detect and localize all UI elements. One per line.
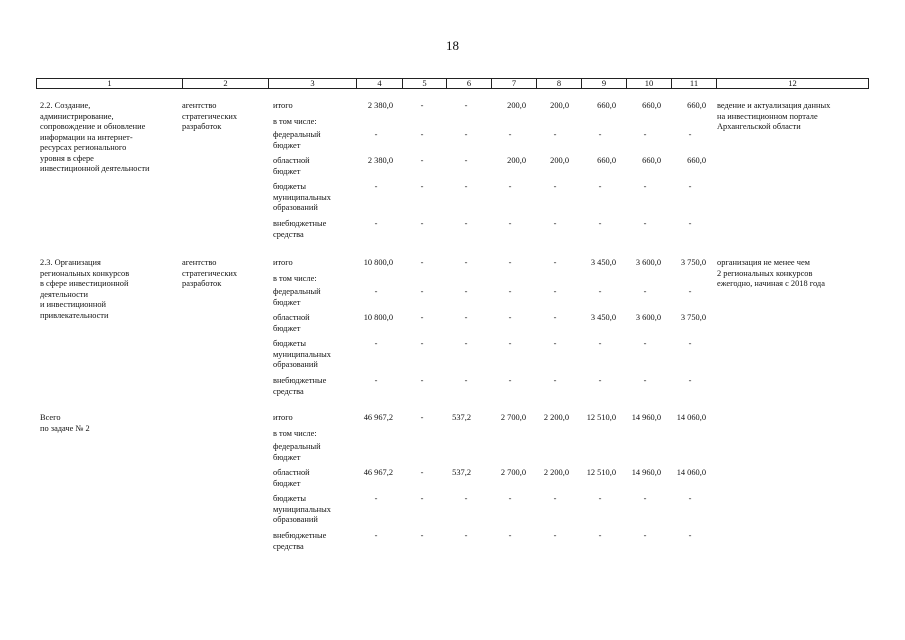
cell-value: - xyxy=(420,287,424,296)
cell-value: 14 960,0 xyxy=(631,413,661,422)
funding-source-line: бюджет xyxy=(273,297,301,307)
cell-value: - xyxy=(508,339,512,348)
cell-value: - xyxy=(643,219,647,228)
cell-value: - xyxy=(508,376,512,385)
funding-source-line: бюджет xyxy=(273,140,301,150)
cell-value: 660,0 xyxy=(687,101,706,110)
funding-source-line: внебюджетные xyxy=(273,219,327,228)
cell-value: - xyxy=(598,287,602,296)
cell-value: - xyxy=(420,182,424,191)
funding-source-line: федеральный xyxy=(273,130,321,139)
funding-source-line: областной xyxy=(273,313,310,322)
funding-source-line: образований xyxy=(273,203,318,212)
cell-value: - xyxy=(374,182,378,191)
column-header: 9 xyxy=(582,79,627,89)
cell-value: - xyxy=(553,130,557,139)
cell-value: - xyxy=(420,130,424,139)
cell-value: 660,0 xyxy=(597,101,616,110)
cell-value: - xyxy=(464,339,468,348)
cell-value: - xyxy=(643,130,647,139)
measure-name-line: ресурсах регионального xyxy=(40,143,127,152)
column-header: 2 xyxy=(183,79,269,89)
cell-value: - xyxy=(464,101,468,110)
cell-value: - xyxy=(420,339,424,348)
cell-value: 537,2 xyxy=(452,413,471,422)
funding-source-line: бюджеты xyxy=(273,182,307,191)
cell-value: - xyxy=(643,287,647,296)
cell-value: - xyxy=(420,101,424,110)
measure-name-line: сопровождение и обновление xyxy=(40,122,146,131)
cell-value: - xyxy=(598,130,602,139)
cell-value: 3 450,0 xyxy=(590,258,616,267)
cell-value: - xyxy=(464,313,468,322)
expected-result-line: ежегодно, начиная с 2018 года xyxy=(717,279,825,288)
column-header-row xyxy=(36,78,869,89)
funding-source-line: образований xyxy=(273,360,318,369)
column-header: 12 xyxy=(717,79,869,89)
cell-value: - xyxy=(508,182,512,191)
cell-value: 660,0 xyxy=(642,156,661,165)
cell-value: - xyxy=(508,258,512,267)
cell-value: - xyxy=(374,376,378,385)
cell-value: - xyxy=(553,376,557,385)
expected-result-line: на инвестиционном портале xyxy=(717,111,818,121)
measure-name-line: 2.2. Создание, xyxy=(40,101,91,110)
cell-value: 10 800,0 xyxy=(363,313,393,322)
measure-name-line: региональных конкурсов xyxy=(40,268,130,278)
cell-value: - xyxy=(643,376,647,385)
funding-source-line: средства xyxy=(273,229,304,239)
cell-value: 200,0 xyxy=(507,156,526,165)
cell-value: 2 380,0 xyxy=(367,101,393,110)
cell-value: 3 750,0 xyxy=(680,313,706,322)
cell-value: 46 967,2 xyxy=(363,413,393,422)
funding-source-line: муниципальных xyxy=(273,504,331,514)
cell-value: - xyxy=(643,339,647,348)
cell-value: 200,0 xyxy=(507,101,526,110)
funding-source-line: внебюджетные xyxy=(273,531,327,540)
cell-value: 3 750,0 xyxy=(680,258,706,267)
cell-value: 46 967,2 xyxy=(363,468,393,477)
funding-source-line: бюджеты xyxy=(273,494,307,503)
cell-value: - xyxy=(553,339,557,348)
cell-value: - xyxy=(508,313,512,322)
column-header: 11 xyxy=(672,79,717,89)
column-header: 3 xyxy=(269,79,357,89)
cell-value: - xyxy=(374,130,378,139)
measure-name-line: инвестиционной деятельности xyxy=(40,164,150,173)
executor-line: разработок xyxy=(182,122,222,131)
funding-source-line: в том числе: xyxy=(273,117,317,126)
funding-source-line: итого xyxy=(273,413,293,422)
cell-value: - xyxy=(553,494,557,503)
cell-value: - xyxy=(553,287,557,296)
cell-value: - xyxy=(643,531,647,540)
cell-value: - xyxy=(420,156,424,165)
cell-value: 3 600,0 xyxy=(635,258,661,267)
cell-value: - xyxy=(598,531,602,540)
column-header: 4 xyxy=(357,79,403,89)
cell-value: 660,0 xyxy=(597,156,616,165)
column-header: 8 xyxy=(537,79,582,89)
executor-line: агентство xyxy=(182,101,217,110)
cell-value: 2 700,0 xyxy=(500,468,526,477)
cell-value: 3 450,0 xyxy=(590,313,616,322)
expected-result-line: Архангельской области xyxy=(717,122,801,131)
cell-value: 660,0 xyxy=(642,101,661,110)
funding-source-line: в том числе: xyxy=(273,274,317,283)
column-header: 6 xyxy=(447,79,492,89)
cell-value: - xyxy=(420,531,424,540)
executor-line: агентство xyxy=(182,258,217,267)
cell-value: 537,2 xyxy=(452,468,471,477)
cell-value: - xyxy=(553,258,557,267)
cell-value: - xyxy=(598,376,602,385)
cell-value: 2 200,0 xyxy=(543,413,569,422)
cell-value: - xyxy=(688,494,692,503)
expected-result-line: организация не менее чем xyxy=(717,258,810,267)
cell-value: - xyxy=(464,494,468,503)
cell-value: - xyxy=(374,287,378,296)
expected-result-line: ведение и актуализация данных xyxy=(717,101,831,110)
cell-value: - xyxy=(508,130,512,139)
measure-name-line: привлекательности xyxy=(40,310,109,320)
cell-value: - xyxy=(508,287,512,296)
measure-name-line: в сфере инвестиционной xyxy=(40,279,129,288)
column-header: 10 xyxy=(627,79,672,89)
cell-value: 12 510,0 xyxy=(586,413,616,422)
measure-name-line: и инвестиционной xyxy=(40,300,107,309)
funding-source-line: бюджеты xyxy=(273,339,307,348)
cell-value: - xyxy=(553,219,557,228)
cell-value: - xyxy=(374,339,378,348)
column-header: 1 xyxy=(37,79,183,89)
cell-value: - xyxy=(688,287,692,296)
cell-value: - xyxy=(420,468,424,477)
cell-value: - xyxy=(508,531,512,540)
cell-value: - xyxy=(464,287,468,296)
funding-source-line: федеральный xyxy=(273,442,321,451)
cell-value: 12 510,0 xyxy=(586,468,616,477)
funding-source-line: средства xyxy=(273,386,304,396)
cell-value: - xyxy=(374,219,378,228)
executor-line: стратегических xyxy=(182,111,238,121)
funding-source-line: федеральный xyxy=(273,287,321,296)
funding-source-line: средства xyxy=(273,541,304,551)
cell-value: 2 700,0 xyxy=(500,413,526,422)
cell-value: 2 380,0 xyxy=(367,156,393,165)
cell-value: - xyxy=(420,376,424,385)
cell-value: - xyxy=(464,531,468,540)
funding-source-line: образований xyxy=(273,515,318,524)
measure-name-line: 2.3. Организация xyxy=(40,258,101,267)
cell-value: - xyxy=(598,494,602,503)
cell-value: 200,0 xyxy=(550,101,569,110)
measure-name-line: информации на интернет- xyxy=(40,132,133,142)
cell-value: - xyxy=(420,219,424,228)
cell-value: - xyxy=(598,339,602,348)
cell-value: - xyxy=(688,130,692,139)
cell-value: 200,0 xyxy=(550,156,569,165)
funding-source-line: внебюджетные xyxy=(273,376,327,385)
cell-value: - xyxy=(464,376,468,385)
cell-value: - xyxy=(508,494,512,503)
cell-value: - xyxy=(374,531,378,540)
funding-source-line: областной xyxy=(273,156,310,165)
cell-value: - xyxy=(374,494,378,503)
cell-value: - xyxy=(464,219,468,228)
measure-name-line: деятельности xyxy=(40,289,88,299)
cell-value: - xyxy=(688,376,692,385)
executor-line: разработок xyxy=(182,279,222,288)
funding-source-line: бюджет xyxy=(273,452,301,462)
cell-value: - xyxy=(688,339,692,348)
cell-value: - xyxy=(598,182,602,191)
cell-value: - xyxy=(420,413,424,422)
cell-value: 14 060,0 xyxy=(676,468,706,477)
cell-value: - xyxy=(688,531,692,540)
cell-value: 660,0 xyxy=(687,156,706,165)
cell-value: - xyxy=(553,313,557,322)
cell-value: - xyxy=(464,182,468,191)
measure-name-line: уровня в сфере xyxy=(40,153,94,163)
funding-source-line: бюджет xyxy=(273,478,301,488)
cell-value: - xyxy=(598,219,602,228)
cell-value: - xyxy=(508,219,512,228)
cell-value: - xyxy=(553,531,557,540)
page-number: 18 xyxy=(446,38,459,53)
cell-value: - xyxy=(688,219,692,228)
cell-value: - xyxy=(464,258,468,267)
funding-source-line: итого xyxy=(273,101,293,110)
funding-source-line: итого xyxy=(273,258,293,267)
funding-source-line: бюджет xyxy=(273,166,301,176)
cell-value: 10 800,0 xyxy=(363,258,393,267)
funding-source-line: муниципальных xyxy=(273,349,331,359)
column-header: 5 xyxy=(403,79,447,89)
funding-source-line: в том числе: xyxy=(273,429,317,438)
cell-value: - xyxy=(464,156,468,165)
cell-value: - xyxy=(643,494,647,503)
cell-value: - xyxy=(553,182,557,191)
cell-value: - xyxy=(420,494,424,503)
executor-line: стратегических xyxy=(182,268,238,278)
measure-name-line: Всего xyxy=(40,413,61,422)
cell-value: - xyxy=(420,258,424,267)
cell-value: - xyxy=(688,182,692,191)
measure-name-line: по задаче № 2 xyxy=(40,423,90,433)
measure-name-line: администрирование, xyxy=(40,111,114,121)
cell-value: 3 600,0 xyxy=(635,313,661,322)
cell-value: - xyxy=(464,130,468,139)
funding-source-line: муниципальных xyxy=(273,192,331,202)
column-header: 7 xyxy=(492,79,537,89)
cell-value: - xyxy=(420,313,424,322)
expected-result-line: 2 региональных конкурсов xyxy=(717,268,813,278)
cell-value: 14 960,0 xyxy=(631,468,661,477)
cell-value: 14 060,0 xyxy=(676,413,706,422)
cell-value: - xyxy=(643,182,647,191)
funding-source-line: бюджет xyxy=(273,323,301,333)
cell-value: 2 200,0 xyxy=(543,468,569,477)
funding-source-line: областной xyxy=(273,468,310,477)
